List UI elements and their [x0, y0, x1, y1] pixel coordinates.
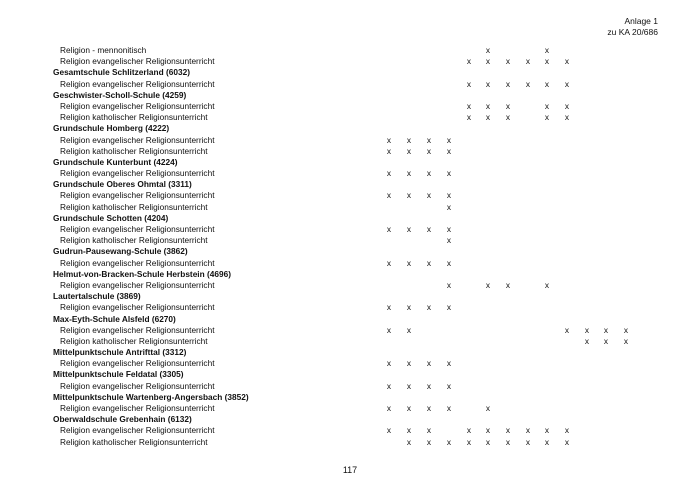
grade-mark: x: [505, 112, 511, 123]
school-name: Lautertalschule (3869): [53, 291, 141, 302]
grade-mark: x: [426, 358, 432, 369]
grade-mark: x: [386, 380, 392, 391]
grade-mark: x: [426, 425, 432, 436]
school-name: Grundschule Oberes Ohmtal (3311): [53, 179, 192, 190]
school-heading-row: [0, 90, 700, 101]
subject-row: [0, 280, 700, 291]
school-heading-row: [0, 157, 700, 168]
grade-mark: x: [426, 380, 432, 391]
reference-label: zu KA 20/686: [607, 27, 658, 37]
grade-mark: x: [466, 100, 472, 111]
subject-row: [0, 224, 700, 235]
subject-name: Religion evangelischer Religionsunterricht: [60, 168, 215, 179]
subject-row: [0, 112, 700, 123]
grade-mark: x: [505, 436, 511, 447]
subject-name: Religion katholischer Religionsunterricht: [60, 235, 208, 246]
subject-name: Religion evangelischer Religionsunterricht: [60, 279, 215, 290]
grade-mark: x: [386, 134, 392, 145]
grade-mark: x: [584, 324, 590, 335]
subject-row: [0, 381, 700, 392]
grade-mark: x: [505, 279, 511, 290]
school-heading-row: [0, 347, 700, 358]
school-heading-row: [0, 369, 700, 380]
subject-name: Religion evangelischer Religionsunterricht: [60, 100, 215, 111]
grade-mark: x: [386, 190, 392, 201]
school-heading-row: [0, 179, 700, 190]
grade-mark: x: [485, 78, 491, 89]
grade-mark: x: [426, 168, 432, 179]
grade-mark: x: [564, 100, 570, 111]
grade-mark: x: [505, 78, 511, 89]
grade-mark: x: [406, 403, 412, 413]
document-header: [607, 16, 658, 38]
grade-mark: x: [406, 380, 412, 391]
subject-name: Religion katholischer Religionsunterricht: [60, 335, 208, 346]
subject-name: Religion - mennonitisch: [60, 45, 147, 55]
grade-mark: x: [406, 436, 412, 447]
subject-row: [0, 358, 700, 369]
grade-mark: x: [466, 436, 472, 447]
subject-row: [0, 325, 700, 336]
school-name: Mittelpunktschule Antrifttal (3312): [53, 347, 187, 358]
subject-row: [0, 56, 700, 67]
subject-name: Religion evangelischer Religionsunterricht: [60, 224, 215, 234]
school-heading-row: [0, 414, 700, 425]
grade-mark: x: [485, 100, 491, 111]
grade-mark: x: [406, 224, 412, 234]
subject-row: [0, 190, 700, 201]
subject-name: Religion evangelischer Religionsunterricht: [60, 380, 215, 391]
grade-mark: x: [446, 190, 452, 201]
grade-mark: x: [544, 56, 550, 67]
grade-mark: x: [485, 425, 491, 436]
grade-mark: x: [525, 56, 531, 67]
grade-mark: x: [466, 112, 472, 123]
grade-mark: x: [584, 335, 590, 346]
grade-mark: x: [564, 436, 570, 447]
school-heading-row: [0, 291, 700, 302]
grade-mark: x: [485, 45, 491, 55]
grade-mark: x: [446, 436, 452, 447]
grade-mark: x: [406, 257, 412, 268]
grade-mark: x: [623, 324, 629, 335]
school-name: Mittelpunktschule Wartenberg-Angersbach (3852): [53, 391, 249, 402]
grade-mark: x: [525, 436, 531, 447]
subject-row: [0, 168, 700, 179]
grade-mark: x: [426, 403, 432, 413]
school-name: Mittelpunktschule Feldatal (3305): [53, 369, 184, 380]
grade-mark: x: [446, 134, 452, 145]
subject-name: Religion evangelischer Religionsunterricht: [60, 425, 215, 436]
school-heading-row: [0, 67, 700, 78]
grade-mark: x: [525, 78, 531, 89]
grade-mark: x: [544, 279, 550, 290]
grade-mark: x: [446, 224, 452, 234]
grade-mark: x: [406, 302, 412, 313]
grade-mark: x: [525, 425, 531, 436]
subject-row: [0, 302, 700, 313]
subject-row: [0, 135, 700, 146]
grade-mark: x: [406, 190, 412, 201]
grade-mark: x: [505, 56, 511, 67]
grade-mark: x: [406, 358, 412, 369]
subject-name: Religion evangelischer Religionsunterricht: [60, 358, 215, 369]
grade-mark: x: [603, 324, 609, 335]
annex-label: Anlage 1: [624, 16, 658, 26]
grade-mark: x: [485, 56, 491, 67]
grade-mark: x: [386, 257, 392, 268]
subject-row: [0, 258, 700, 269]
school-name: Oberwaldschule Grebenhain (6132): [53, 414, 192, 425]
grade-mark: x: [446, 403, 452, 413]
grade-mark: x: [544, 112, 550, 123]
subject-name: Religion evangelischer Religionsunterricht: [60, 134, 215, 145]
subject-name: Religion katholischer Religionsunterricht: [60, 112, 208, 123]
school-name: Geschwister-Scholl-Schule (4259): [53, 89, 187, 100]
grade-mark: x: [406, 168, 412, 179]
grade-mark: x: [564, 56, 570, 67]
school-name: Helmut-von-Bracken-Schule Herbstein (4696): [53, 268, 231, 279]
grade-mark: x: [446, 145, 452, 156]
subject-row: [0, 403, 700, 414]
subject-row: [0, 101, 700, 112]
subject-row: [0, 235, 700, 246]
grade-mark: x: [446, 279, 452, 290]
school-heading-row: [0, 314, 700, 325]
subject-name: Religion evangelischer Religionsunterricht: [60, 56, 215, 67]
subject-name: Religion katholischer Religionsunterricht: [60, 201, 208, 212]
subject-row: [0, 202, 700, 213]
school-heading-row: [0, 392, 700, 403]
grade-mark: x: [426, 257, 432, 268]
grade-mark: x: [386, 425, 392, 436]
subject-name: Religion evangelischer Religionsunterricht: [60, 257, 215, 268]
grade-mark: x: [564, 112, 570, 123]
grade-mark: x: [603, 335, 609, 346]
grade-mark: x: [426, 224, 432, 234]
grade-mark: x: [386, 324, 392, 335]
subject-name: Religion evangelischer Religionsunterricht: [60, 190, 215, 201]
subject-name: Religion evangelischer Religionsunterricht: [60, 324, 215, 335]
grade-mark: x: [544, 436, 550, 447]
grade-mark: x: [406, 134, 412, 145]
grade-mark: x: [446, 257, 452, 268]
grade-mark: x: [544, 100, 550, 111]
school-name: Gudrun-Pausewang-Schule (3862): [53, 246, 188, 257]
grade-mark: x: [485, 279, 491, 290]
page-number: 117: [342, 465, 358, 475]
school-name: Grundschule Homberg (4222): [53, 123, 170, 134]
grade-mark: x: [446, 380, 452, 391]
grade-mark: x: [406, 145, 412, 156]
grade-mark: x: [386, 224, 392, 234]
school-name: Grundschule Schotten (4204): [53, 212, 169, 223]
subject-row: [0, 336, 700, 347]
grade-mark: x: [485, 436, 491, 447]
subject-name: Religion katholischer Religionsunterricht: [60, 145, 208, 156]
grade-mark: x: [386, 403, 392, 413]
grade-mark: x: [446, 201, 452, 212]
school-name: Grundschule Kunterbunt (4224): [53, 156, 178, 167]
school-heading-row: [0, 269, 700, 280]
grade-mark: x: [426, 302, 432, 313]
grade-mark: x: [426, 190, 432, 201]
grade-mark: x: [406, 324, 412, 335]
grade-mark: x: [564, 425, 570, 436]
grade-mark: x: [544, 78, 550, 89]
subject-name: Religion katholischer Religionsunterricht: [60, 436, 208, 447]
grade-mark: x: [386, 145, 392, 156]
grade-mark: x: [446, 235, 452, 246]
subject-row: [0, 437, 700, 448]
grade-mark: x: [485, 112, 491, 123]
grade-mark: x: [466, 78, 472, 89]
grade-mark: x: [564, 78, 570, 89]
grade-mark: x: [505, 100, 511, 111]
subject-row: [0, 45, 700, 56]
grade-mark: x: [485, 403, 491, 413]
subject-row: [0, 425, 700, 436]
school-name: Max-Eyth-Schule Alsfeld (6270): [53, 313, 176, 324]
grade-mark: x: [446, 302, 452, 313]
grade-mark: x: [623, 335, 629, 346]
religion-course-table: [0, 45, 700, 448]
grade-mark: x: [426, 134, 432, 145]
grade-mark: x: [446, 358, 452, 369]
grade-mark: x: [466, 425, 472, 436]
grade-mark: x: [505, 425, 511, 436]
grade-mark: x: [386, 168, 392, 179]
grade-mark: x: [466, 56, 472, 67]
grade-mark: x: [446, 168, 452, 179]
subject-name: Religion evangelischer Religionsunterricht: [60, 78, 215, 89]
subject-name: Religion evangelischer Religionsunterricht: [60, 302, 215, 313]
grade-mark: x: [426, 436, 432, 447]
school-heading-row: [0, 123, 700, 134]
subject-row: [0, 79, 700, 90]
grade-mark: x: [544, 425, 550, 436]
grade-mark: x: [386, 358, 392, 369]
school-heading-row: [0, 246, 700, 257]
grade-mark: x: [386, 302, 392, 313]
grade-mark: x: [406, 425, 412, 436]
subject-row: [0, 146, 700, 157]
subject-name: Religion evangelischer Religionsunterricht: [60, 403, 215, 413]
grade-mark: x: [564, 324, 570, 335]
grade-mark: x: [544, 45, 550, 55]
school-name: Gesamtschule Schlitzerland (6032): [53, 67, 190, 78]
school-heading-row: [0, 213, 700, 224]
grade-mark: x: [426, 145, 432, 156]
